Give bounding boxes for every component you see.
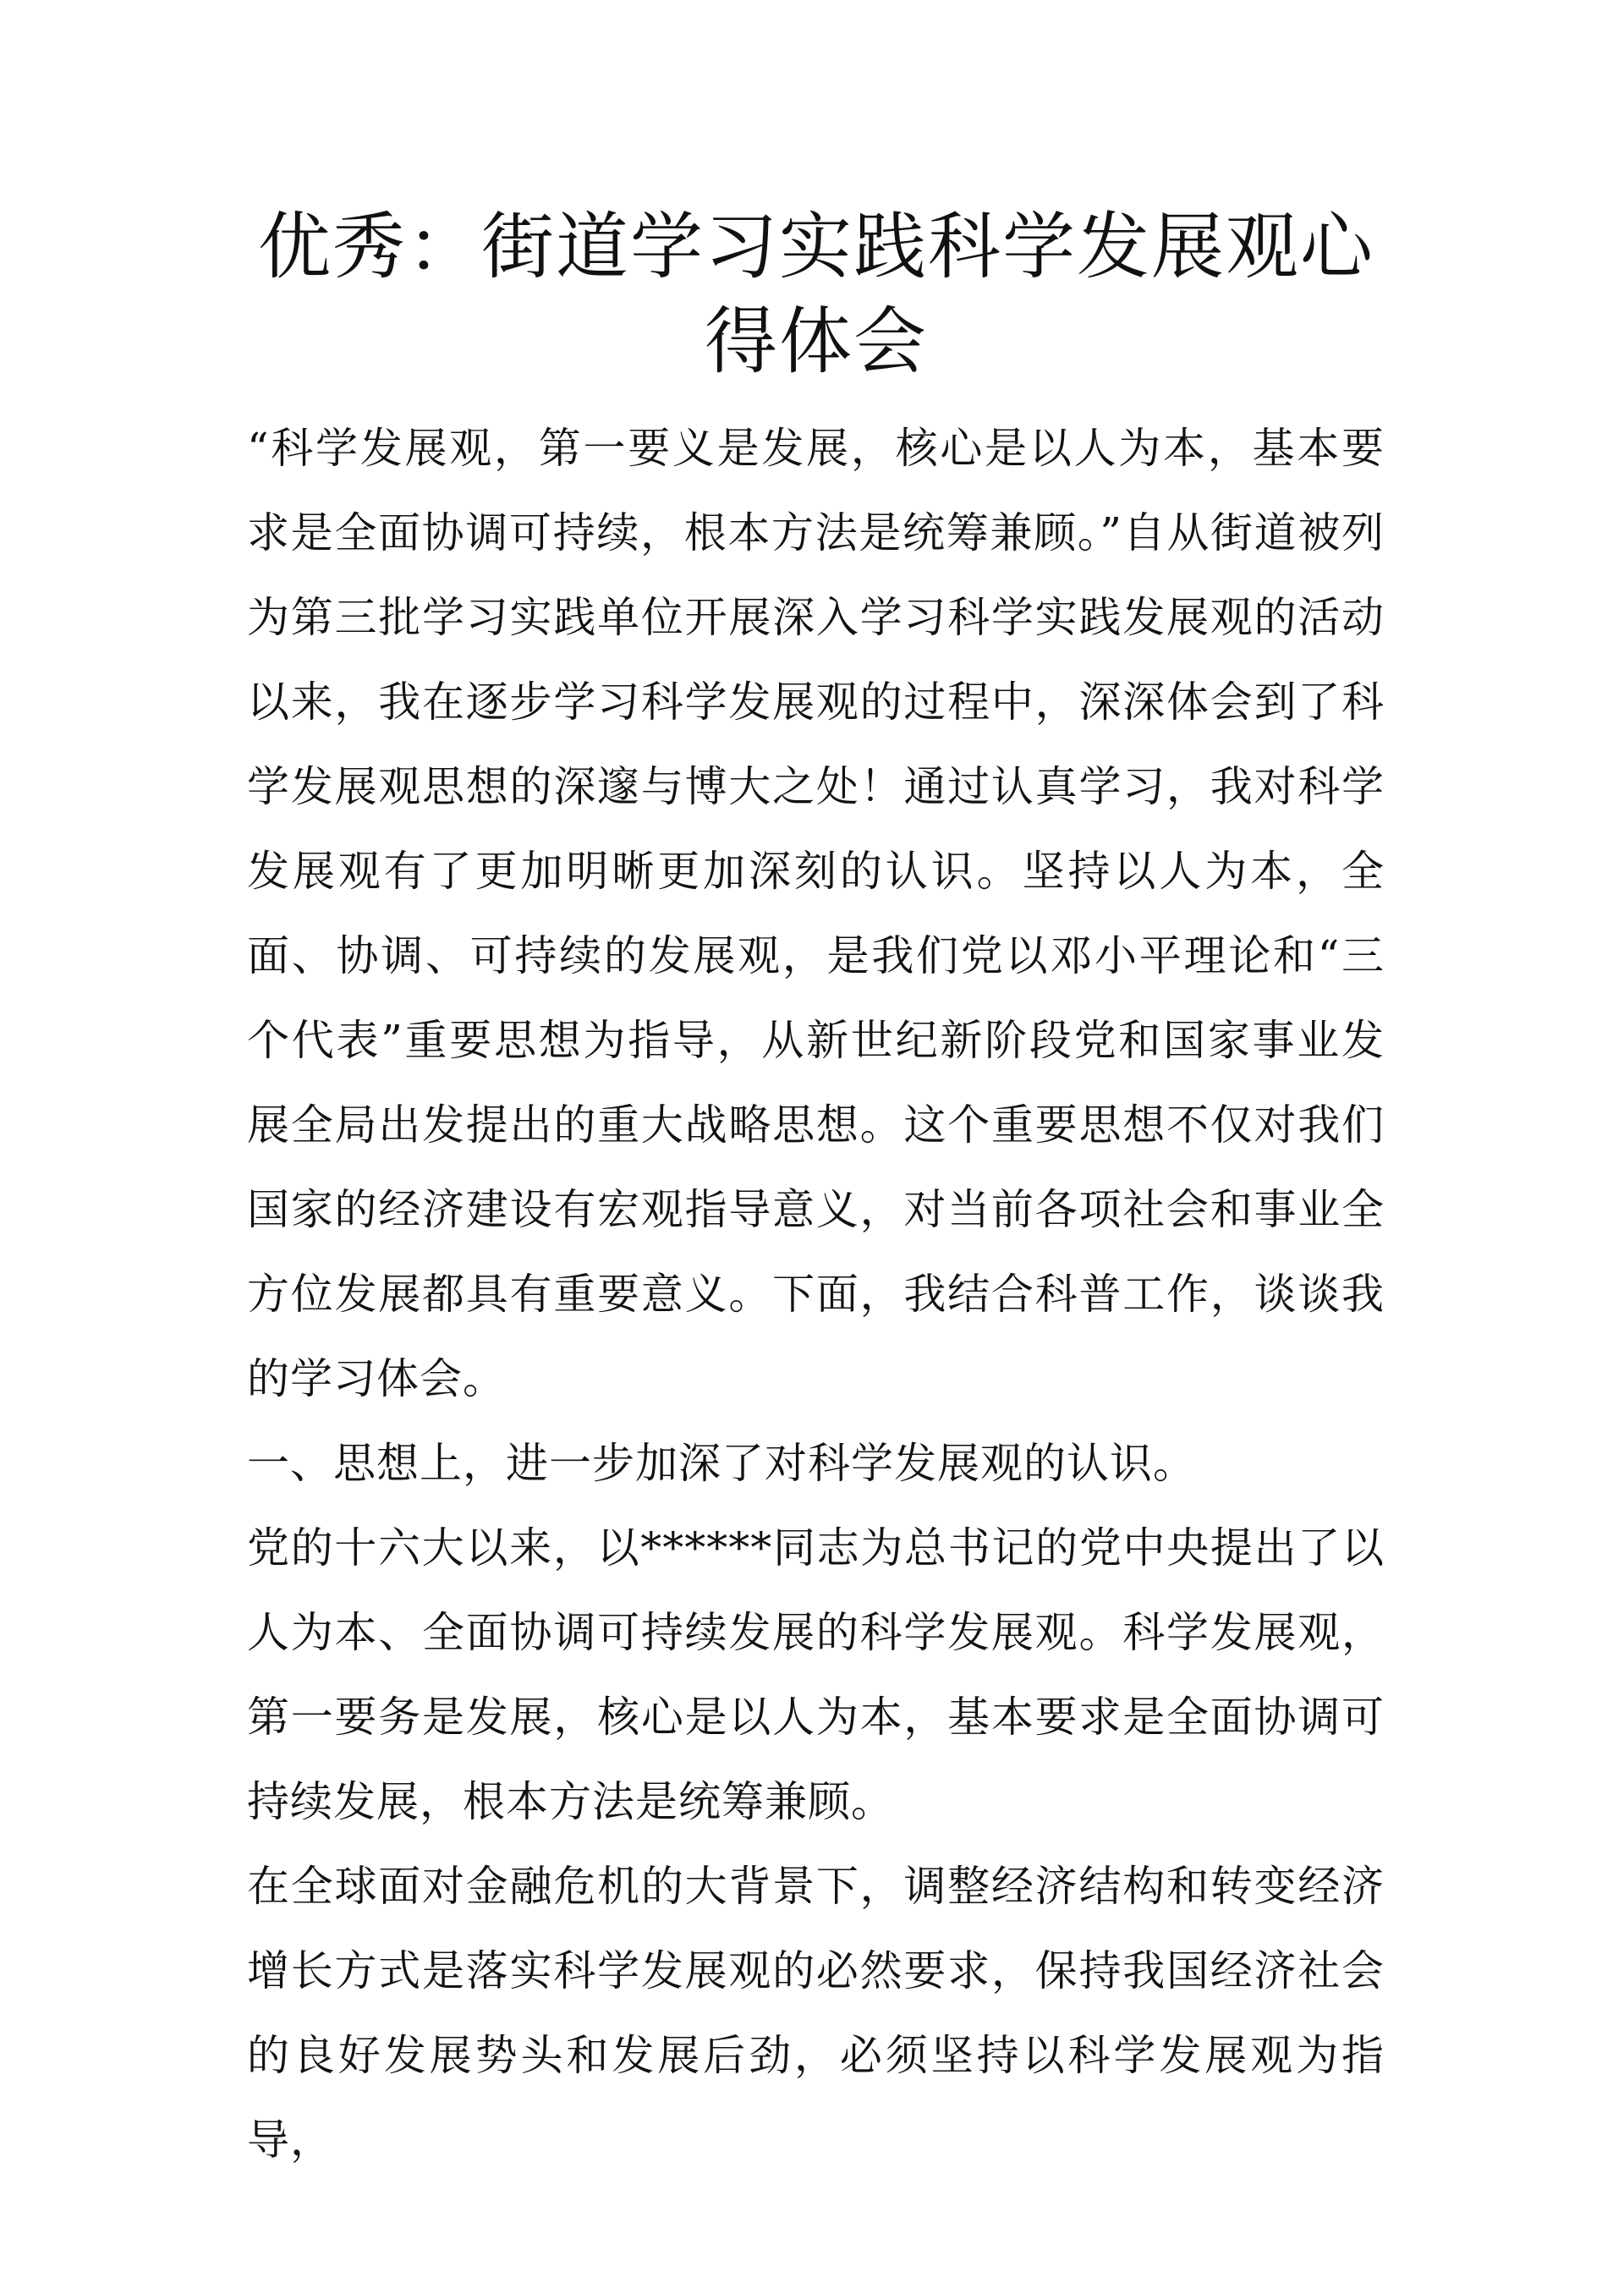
document-title: 优秀：街道学习实践科学发展观心得体会 [258, 205, 1374, 384]
paragraph-2: 党的十六大以来，以******同志为总书记的党中央提出了以人为本、全面协调可持续发展的科学发展观。科学发展观，第一要务是发展，核心是以人为本，基本要求是全面协调可持续发展，根本方法是统筹兼顾。 [247, 1523, 1385, 1826]
section-heading-1: 一、思想上，进一步加深了对科学发展观的认识。 [247, 1439, 1196, 1488]
paragraph-intro: “科学发展观，第一要义是发展，核心是以人为本，基本要求是全面协调可持续，根本方法是统筹兼顾。”自从街道被列为第三批学习实践单位开展深入学习科学实践发展观的活动以来，我在逐步学习科学发展观的过程中，深深体会到了科学发展观思想的深邃与博大之处！通过认真学习，我对科学发展观有了更加明晰更加深刻的认识。坚持以人为本，全面、协调、可持续的发展观，是我们党以邓小平理论和“三个代表”重要思想为指导，从新世纪新阶段党和国家事业发展全局出发提出的重大战略思想。这个重要思想不仅对我们国家的经济建设有宏观指导意义，对当前各项社会和事业全方位发展都具有重要意义。下面，我结合科普工作，谈谈我的学习体会。 [247, 424, 1385, 1403]
document-body [247, 406, 1385, 2182]
paragraph-3: 在全球面对金融危机的大背景下，调整经济结构和转变经济增长方式是落实科学发展观的必然要求，保持我国经济社会的良好发展势头和发展后劲，必须坚持以科学发展观为指导， [247, 1862, 1385, 2165]
